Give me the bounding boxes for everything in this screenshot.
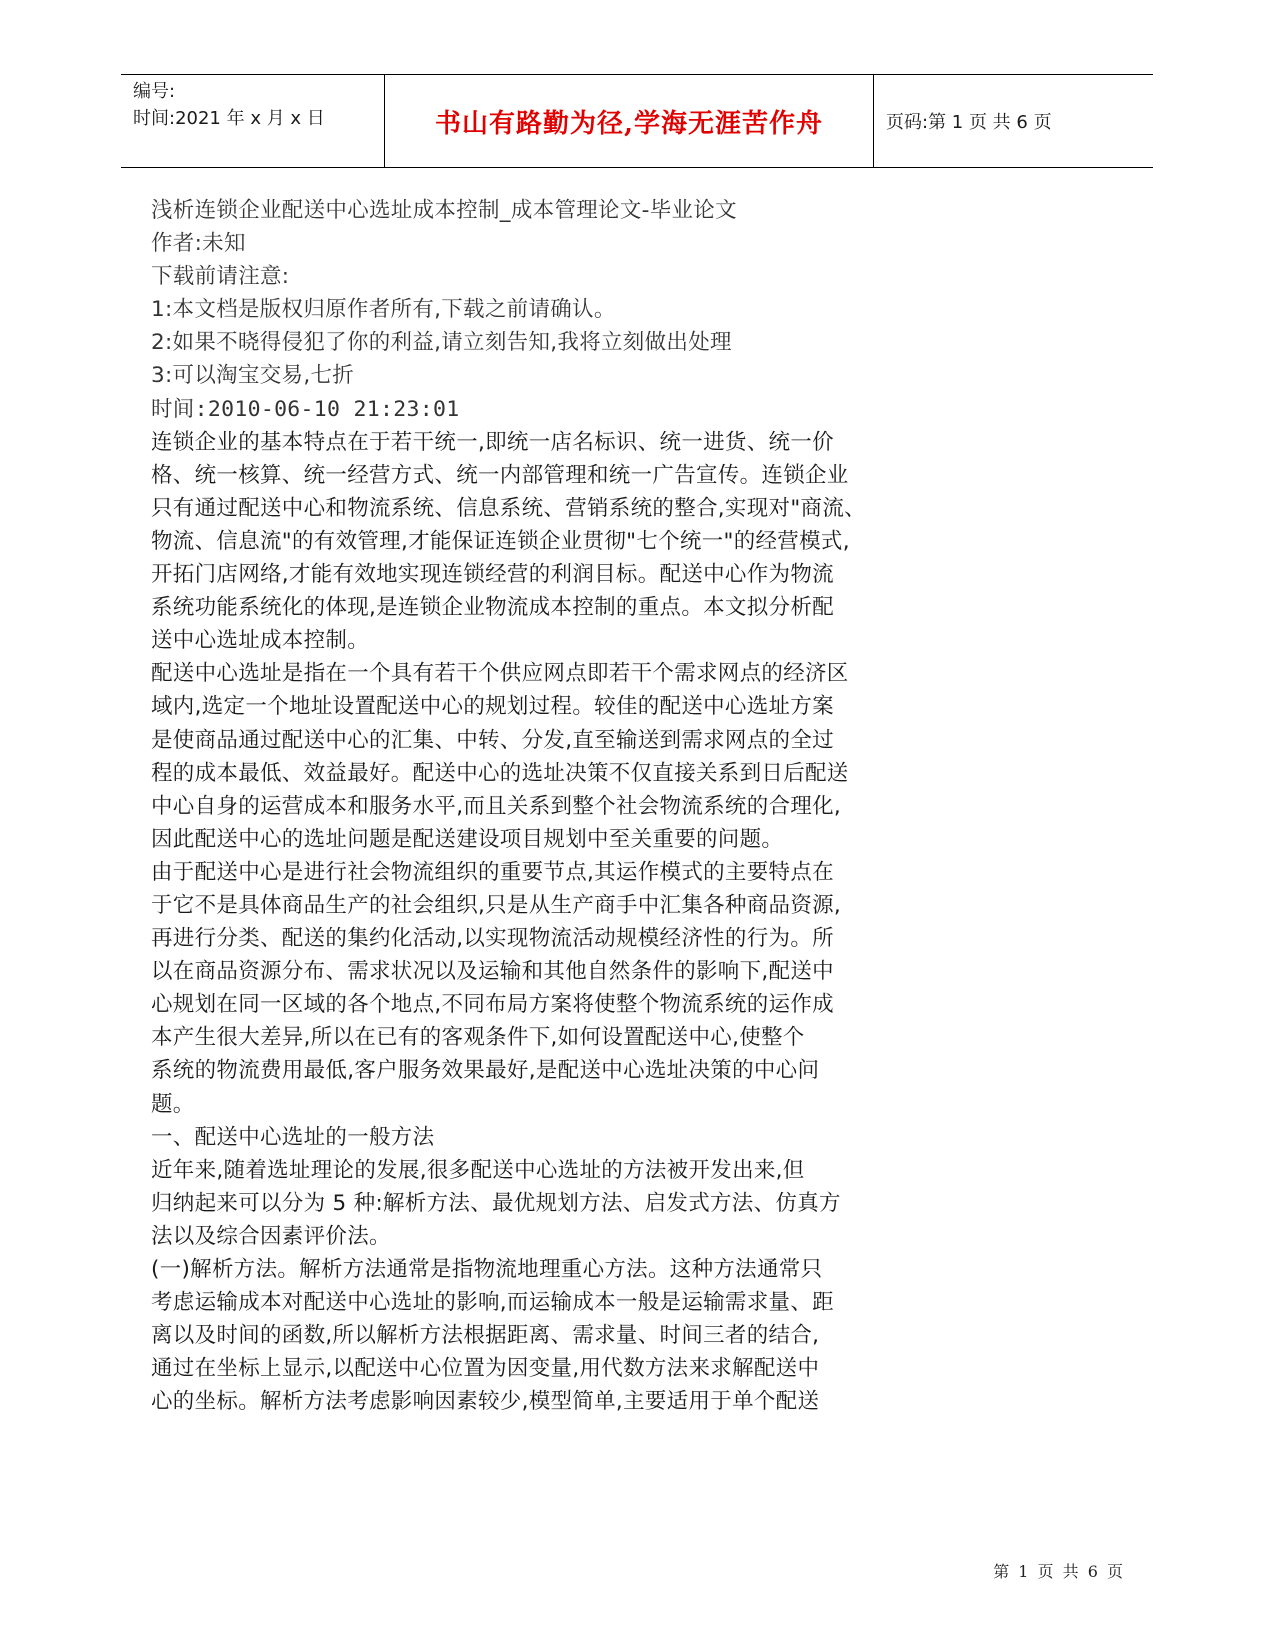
text-line: 格、统一核算、统一经营方式、统一内部管理和统一广告宣传。连锁企业 [151, 462, 849, 488]
document-title: 浅析连锁企业配送中心选址成本控制_成本管理论文-毕业论文 [151, 198, 737, 223]
text-line: 本产生很大差异,所以在已有的客观条件下,如何设置配送中心,使整个 [151, 1025, 805, 1051]
page-info: 页码:第 1 页 共 6 页 [886, 112, 1052, 133]
page-footer: 第 1 页 共 6 页 [993, 1562, 1125, 1581]
header-page-cell [874, 75, 1153, 167]
text-line: 程的成本最低、效益最好。配送中心的选址决策不仅直接关系到日后配送 [151, 760, 849, 786]
text-line: 开拓门店网络,才能有效地实现连锁经营的利润目标。配送中心作为物流 [151, 562, 834, 588]
text-line: 3:可以淘宝交易,七折 [151, 363, 355, 389]
text-line: 以在商品资源分布、需求状况以及运输和其他自然条件的影响下,配送中 [151, 959, 834, 985]
text-line: 通过在坐标上显示,以配送中心位置为因变量,用代数方法来求解配送中 [151, 1356, 820, 1382]
text-line: 因此配送中心的选址问题是配送建设项目规划中至关重要的问题。 [151, 826, 784, 852]
text-line: (一)解析方法。解析方法通常是指物流地理重心方法。这种方法通常只 [151, 1257, 823, 1282]
text-line: 中心自身的运营成本和服务水平,而且关系到整个社会物流系统的合理化, [151, 793, 842, 819]
number-label: 编号: [133, 81, 176, 102]
time-label: 时间:2021 年 x 月 x 日 [133, 108, 325, 129]
text-line: 1:本文档是版权归原作者所有,下载之前请确认。 [151, 297, 616, 323]
header-meta-cell [121, 75, 385, 167]
text-line: 心的坐标。解析方法考虑影响因素较少,模型简单,主要适用于单个配送 [151, 1389, 820, 1415]
text-line: 归纳起来可以分为 5 种:解析方法、最优规划方法、启发式方法、仿真方 [151, 1190, 841, 1216]
text-line: 连锁企业的基本特点在于若干统一,即统一店名标识、统一进货、统一价 [151, 429, 834, 455]
text-line: 题。 [151, 1091, 195, 1117]
text-line: 物流、信息流"的有效管理,才能保证连锁企业贯彻"七个统一"的经营模式, [151, 528, 850, 554]
text-line: 下载前请注意: [151, 264, 290, 290]
text-line: 时间:2010-06-10 21:23:01 [151, 396, 460, 422]
text-line: 近年来,随着选址理论的发展,很多配送中心选址的方法被开发出来,但 [151, 1157, 805, 1183]
header-motto-cell [385, 75, 874, 167]
text-line: 只有通过配送中心和物流系统、信息系统、营销系统的整合,实现对"商流、 [151, 495, 866, 521]
text-line: 由于配送中心是进行社会物流组织的重要节点,其运作模式的主要特点在 [151, 859, 834, 885]
text-line: 于它不是具体商品生产的社会组织,只是从生产商手中汇集各种商品资源, [151, 892, 842, 918]
text-line: 法以及综合因素评价法。 [151, 1223, 391, 1249]
text-line: 域内,选定一个地址设置配送中心的规划过程。较佳的配送中心选址方案 [151, 694, 834, 720]
text-line: 作者:未知 [151, 231, 246, 257]
text-line: 再进行分类、配送的集约化活动,以实现物流活动规模经济性的行为。所 [151, 926, 834, 952]
document-header [121, 74, 1153, 168]
text-line: 一、配送中心选址的一般方法 [151, 1124, 435, 1150]
document-body [151, 194, 961, 1418]
text-line: 系统功能系统化的体现,是连锁企业物流成本控制的重点。本文拟分析配 [151, 595, 834, 621]
text-line: 离以及时间的函数,所以解析方法根据距离、需求量、时间三者的结合, [151, 1323, 820, 1349]
text-line: 配送中心选址是指在一个具有若干个供应网点即若干个需求网点的经济区 [151, 661, 849, 687]
text-line: 是使商品通过配送中心的汇集、中转、分发,直至输送到需求网点的全过 [151, 727, 834, 753]
text-line: 系统的物流费用最低,客户服务效果最好,是配送中心选址决策的中心问 [151, 1058, 820, 1084]
text-line: 考虑运输成本对配送中心选址的影响,而运输成本一般是运输需求量、距 [151, 1290, 834, 1316]
motto-text: 书山有路勤为径,学海无涯苦作舟 [434, 108, 824, 139]
text-line: 送中心选址成本控制。 [151, 628, 370, 654]
text-line: 2:如果不晓得侵犯了你的利益,请立刻告知,我将立刻做出处理 [151, 330, 732, 356]
text-line: 心规划在同一区域的各个地点,不同布局方案将使整个物流系统的运作成 [151, 992, 834, 1018]
